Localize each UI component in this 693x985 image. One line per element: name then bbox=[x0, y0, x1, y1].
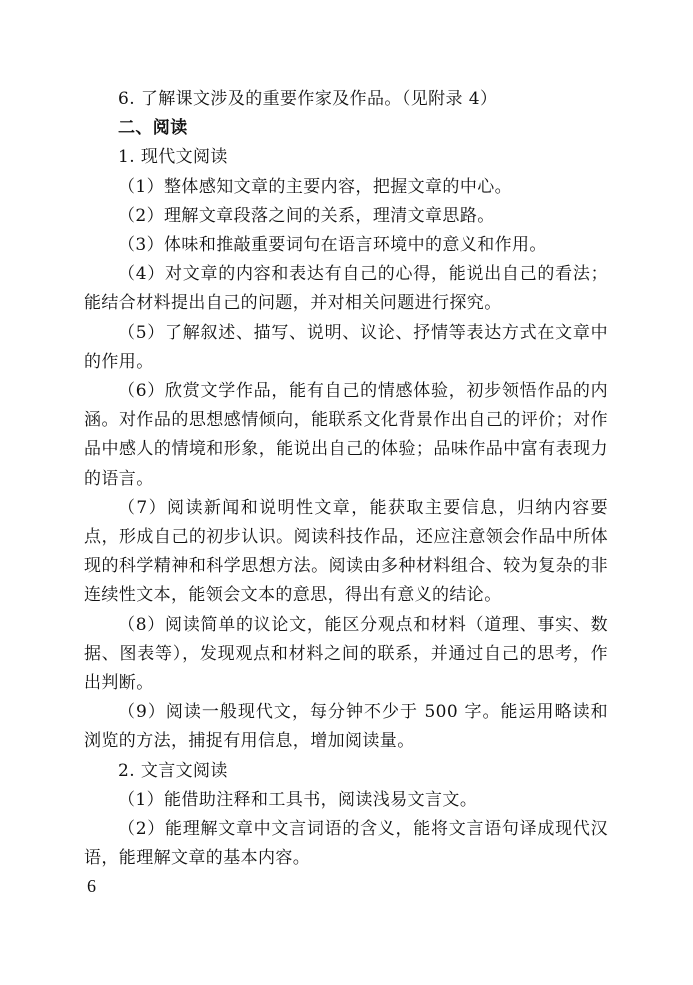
subsection-classical-reading: 2. 文言文阅读 bbox=[118, 760, 228, 781]
classical-item-2: （2）能理解文章中文言词语的含义，能将文言语句译成现代汉语，能理解文章的基本内容。 bbox=[84, 819, 608, 869]
modern-item-2: （2）理解文章段落之间的关系，理清文章思路。 bbox=[118, 205, 495, 226]
classical-item-1: （1）能借助注释和工具书，阅读浅易文言文。 bbox=[118, 789, 478, 810]
modern-item-3: （3）体味和推敲重要词句在语言环境中的意义和作用。 bbox=[118, 235, 547, 256]
page-body bbox=[84, 85, 608, 873]
modern-item-1: （1）整体感知文章的主要内容，把握文章的中心。 bbox=[118, 176, 513, 197]
item-6-authors: 6. 了解课文涉及的重要作家及作品。（见附录 4） bbox=[118, 89, 498, 109]
subsection-modern-reading: 1. 现代文阅读 bbox=[118, 147, 228, 168]
modern-item-6: （6）欣赏文学作品，能有自己的情感体验，初步领悟作品的内涵。对作品的思想感情倾向，能联系文化背景作出自己的评价；对作品中感人的情境和形象，能说出自己的体验；品味作品中富有表现力的语言。 bbox=[84, 381, 608, 489]
modern-item-9: （9）阅读一般现代文，每分钟不少于 500 字。能运用略读和浏览的方法，捕捉有用信息，增加阅读量。 bbox=[84, 702, 608, 752]
page-number: 6 bbox=[87, 876, 96, 896]
modern-item-7: （7）阅读新闻和说明性文章，能获取主要信息，归纳内容要点，形成自己的初步认识。阅读科技作品，还应注意领会作品中所体现的科学精神和科学思想方法。阅读由多种材料组合、较为复杂的非连续性文本，能领会文本的意思，得出有意义的结论。 bbox=[84, 497, 608, 606]
section-heading-reading: 二、阅读 bbox=[118, 118, 188, 139]
modern-item-8: （8）阅读简单的议论文，能区分观点和材料（道理、事实、数据、图表等），发现观点和材料之间的联系，并通过自己的思考，作出判断。 bbox=[84, 614, 608, 694]
modern-item-4: （4）对文章的内容和表达有自己的心得，能说出自己的看法；能结合材料提出自己的问题，并对相关问题进行探究。 bbox=[84, 264, 608, 314]
modern-item-5: （5）了解叙述、描写、说明、议论、抒情等表达方式在文章中的作用。 bbox=[84, 322, 608, 372]
